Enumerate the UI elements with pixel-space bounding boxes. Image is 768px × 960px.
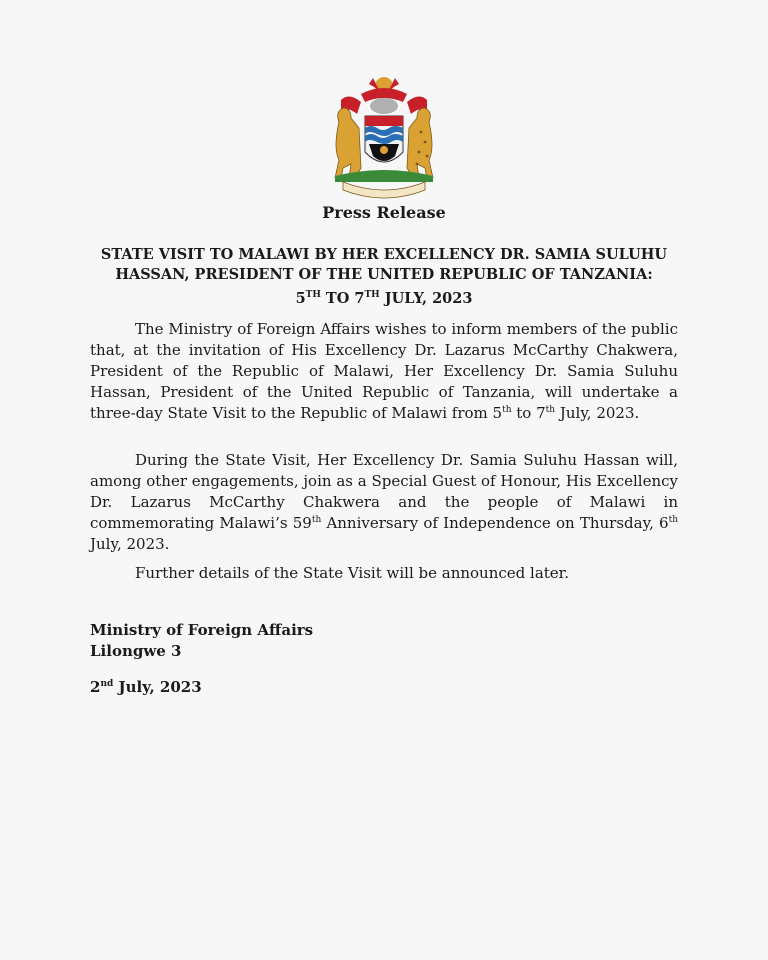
- release-title: [80, 245, 688, 309]
- paragraph-2-ordinal-1: th: [311, 515, 322, 525]
- release-date: [90, 678, 202, 696]
- paragraph-2: [90, 450, 678, 555]
- press-release-heading: Press Release: [322, 203, 446, 222]
- paragraph-3: Further details of the State Visit will be announced later.: [135, 564, 569, 582]
- ministry-name: Ministry of Foreign Affairs: [90, 621, 314, 639]
- release-date-ordinal: nd: [100, 679, 114, 689]
- title-to: TO 7: [320, 289, 365, 307]
- paragraph-2-text-a: During the State Visit, Her Excellency Dr. Samia Suluhu Hassan will, among other engagements, join as a Special Guest of Honour, His Excellency Dr. Lazarus McCarthy Chakwera and the people of Malawi in commemorating Malawi’s 59: [90, 451, 678, 532]
- title-line-2: HASSAN, PRESIDENT OF THE UNITED REPUBLIC OF TANZANIA:: [115, 266, 653, 283]
- paragraph-1-ordinal-1: th: [502, 405, 512, 415]
- paragraph-2-text-c: July, 2023.: [90, 535, 170, 553]
- title-line-3: [80, 285, 688, 309]
- signature-block: [90, 620, 313, 662]
- paragraph-2-ordinal-2: th: [668, 515, 678, 525]
- paragraph-1-ordinal-2: th: [545, 405, 556, 415]
- paragraph-1: [90, 319, 678, 424]
- title-line-1: STATE VISIT TO MALAWI BY HER EXCELLENCY DR. SAMIA SULUHU: [100, 246, 668, 263]
- title-month-year: JULY, 2023: [379, 289, 473, 307]
- paragraph-1-text-c: July, 2023.: [555, 404, 640, 422]
- paragraph-2-text-b: Anniversary of Independence on Thursday, 6: [321, 514, 669, 532]
- title-ordinal-2: TH: [364, 290, 380, 300]
- malawi-coat-of-arms-icon: [321, 72, 447, 200]
- paragraph-1-text-a: The Ministry of Foreign Affairs wishes to inform members of the public that, at the invitation of His Excellency Dr. Lazarus McCarthy Chakwera, President of the Republic of Malawi, Her Excellency Dr. Samia Suluhu Hassan, President of the United Republic of Tanzania, will undertake a three-day State Visit to the Republic of Malawi from 5: [90, 320, 678, 422]
- ministry-location: Lilongwe 3: [90, 642, 182, 660]
- paragraph-1-text-b: to 7: [511, 404, 546, 422]
- title-day-start: 5: [295, 289, 306, 307]
- release-date-day: 2: [90, 678, 101, 696]
- release-date-rest: July, 2023: [113, 678, 202, 696]
- title-ordinal-1: TH: [305, 290, 321, 300]
